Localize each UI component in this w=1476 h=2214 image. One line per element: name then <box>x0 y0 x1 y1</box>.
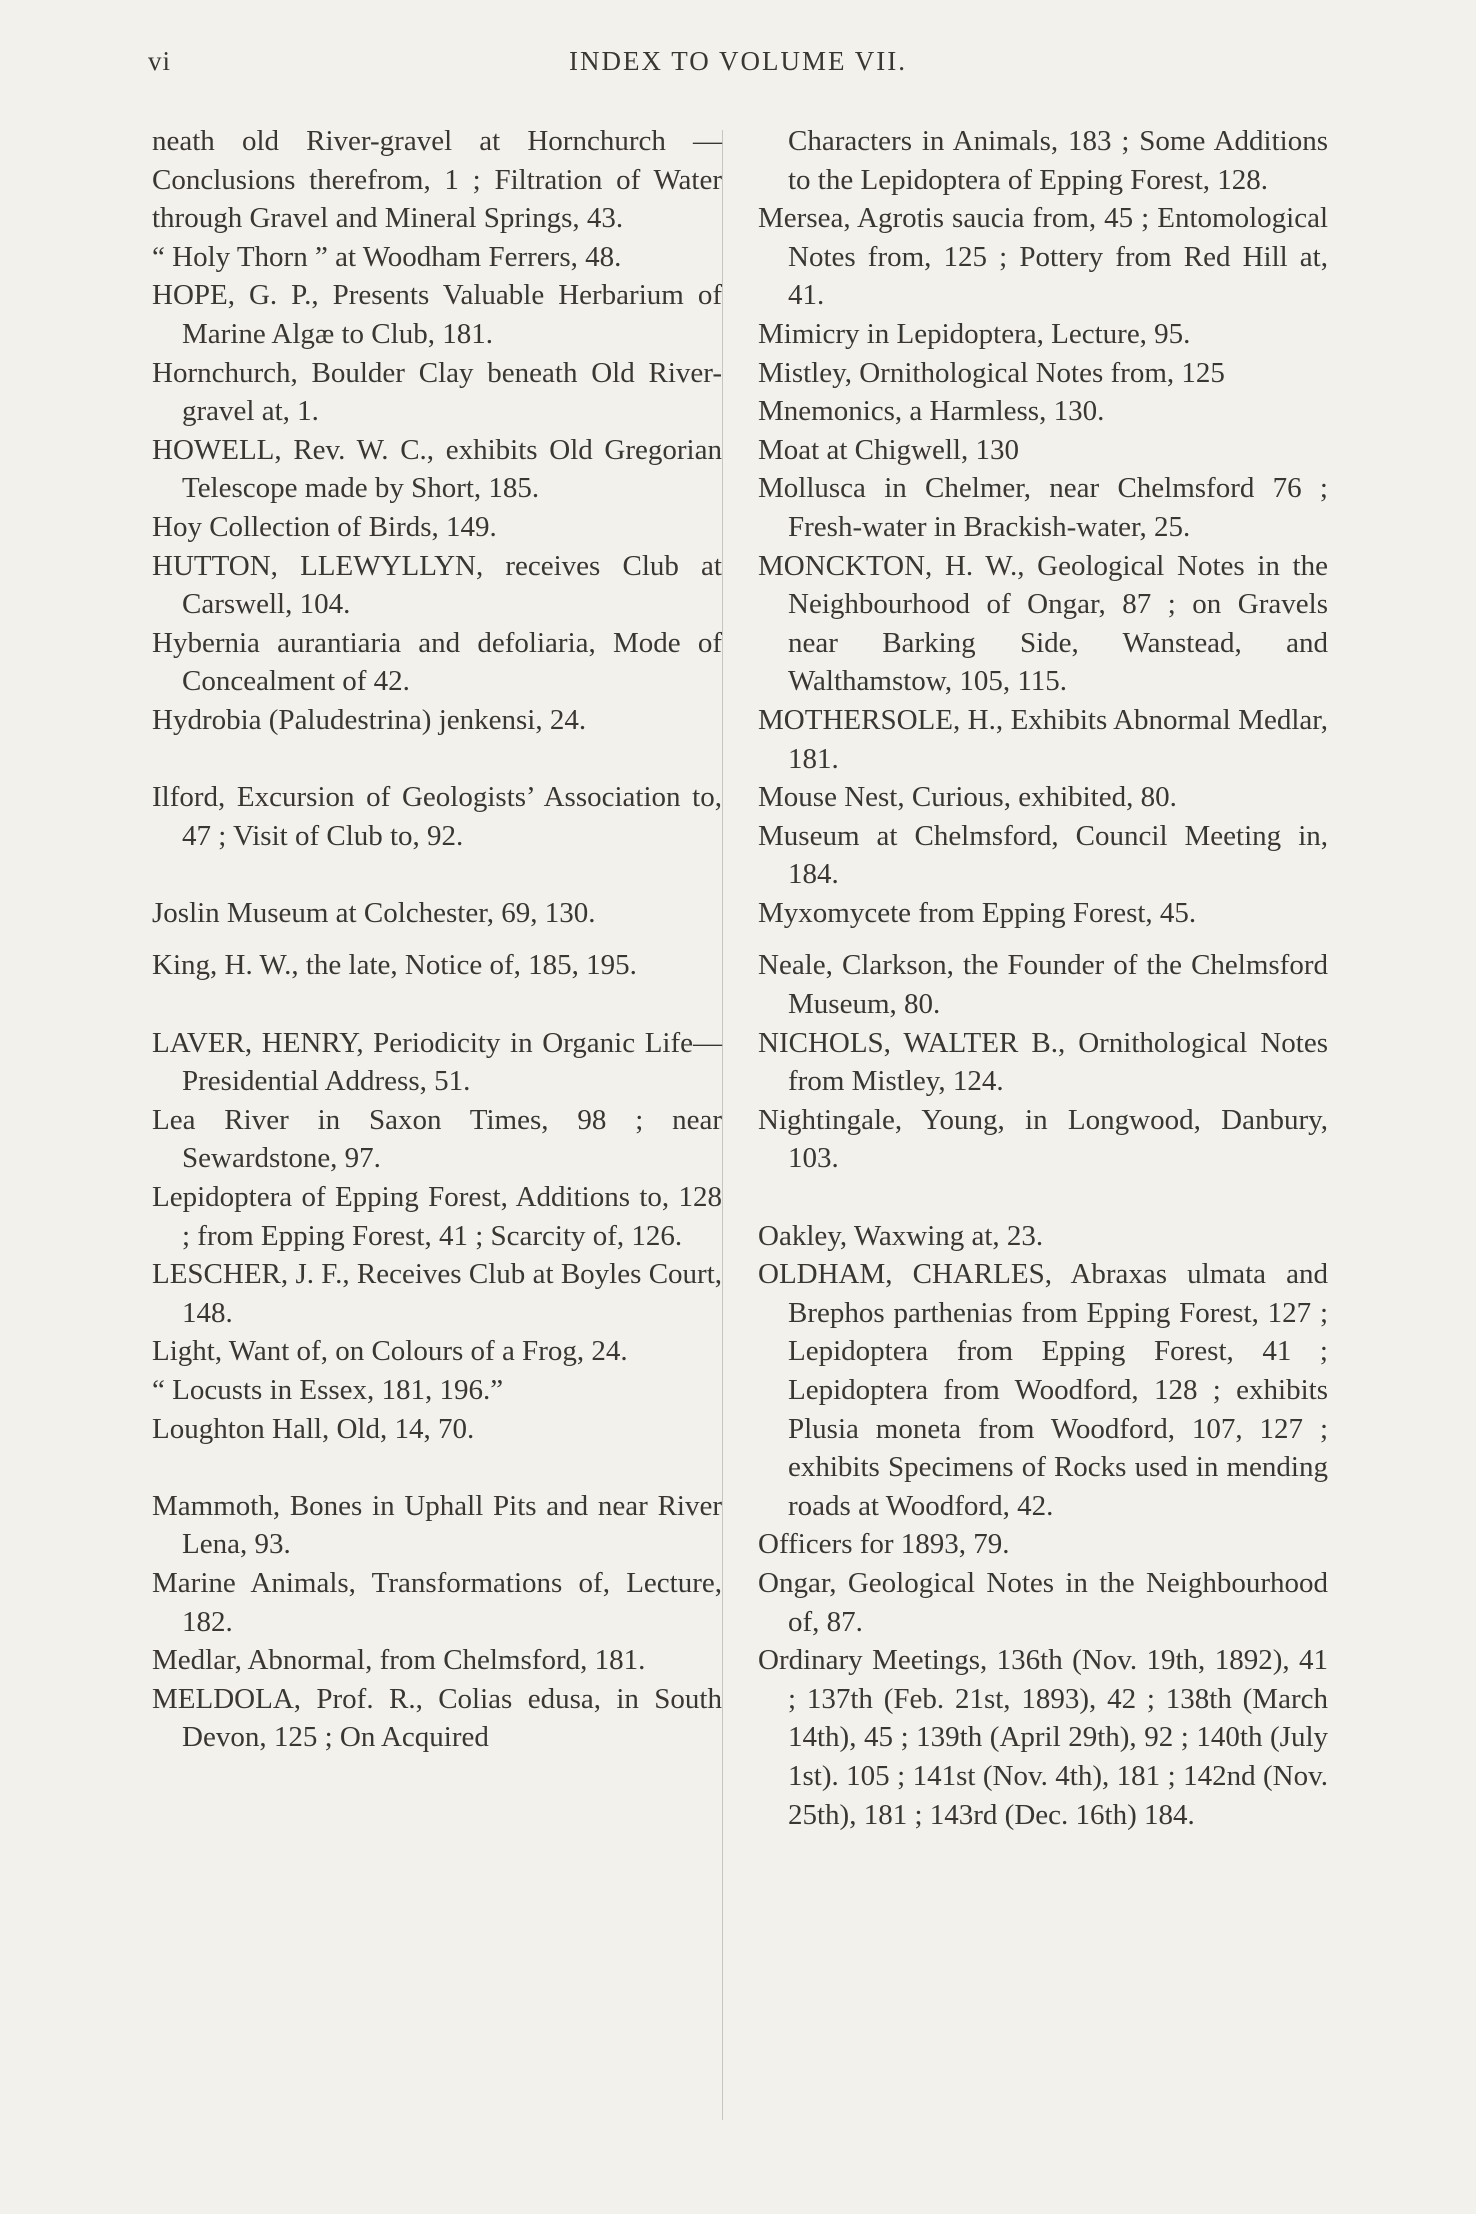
index-column-right <box>758 122 1328 1834</box>
column-divider <box>722 130 723 2120</box>
page-number: vi <box>148 46 172 76</box>
index-entry: Characters in Animals, 183 ; Some Additions to the Lepidoptera of Epping Forest, 128. <box>788 125 1328 196</box>
index-entry: Ongar, Geological Notes in the Neighbourhood of, 87. <box>758 1566 1328 1638</box>
index-entry: HOPE, G. P., Presents Valuable Herbarium of Marine Algæ to Club, 181. <box>152 279 722 350</box>
index-entry: Myxomycete from Epping Forest, 45. <box>758 896 1197 929</box>
index-entry: Mollusca in Chelmer, near Chelmsford 76 ; Fresh-water in Brackish-water, 25. <box>758 472 1328 543</box>
index-entry: Light, Want of, on Colours of a Frog, 24. <box>152 1335 628 1368</box>
index-entry: Nightingale, Young, in Longwood, Danbury, 103. <box>758 1103 1328 1175</box>
index-entry: Hornchurch, Boulder Clay beneath Old River-gravel at, 1. <box>152 356 722 428</box>
index-entry: HOWELL, Rev. W. C., exhibits Old Gregorian Telescope made by Short, 185. <box>152 433 722 505</box>
index-entry: MOTHERSOLE, H., Exhibits Abnormal Medlar, 181. <box>758 703 1328 775</box>
index-column-left <box>152 122 722 1757</box>
index-entry: OLDHAM, CHARLES, Abraxas ulmata and Brephos parthenias from Epping Forest, 127 ; Lepidoptera from Epping Forest, 41 ; Lepidoptera from Woodford, 128 ; exhibits Plusia moneta from Woodford, 107, 127 ; exhibits Specimens of Rocks used in mending roads at Woodford, 42. <box>758 1258 1328 1522</box>
index-entry: MONCKTON, H. W., Geological Notes in the Neighbourhood of Ongar, 87 ; on Gravels near Barking Side, Wanstead, and Walthamstow, 105, 115. <box>758 549 1328 698</box>
index-entry: Mistley, Ornithological Notes from, 125 <box>758 356 1225 389</box>
index-entry: Museum at Chelmsford, Council Meeting in, 184. <box>758 819 1328 891</box>
index-entry: Neale, Clarkson, the Founder of the Chelmsford Museum, 80. <box>758 949 1328 1021</box>
index-entry: Moat at Chigwell, 130 <box>758 433 1019 466</box>
index-entry: Lea River in Saxon Times, 98 ; near Sewardstone, 97. <box>152 1103 722 1175</box>
index-entry: Lepidoptera of Epping Forest, Additions to, 128 ; from Epping Forest, 41 ; Scarcity of, 126. <box>152 1181 722 1252</box>
index-entry: Hoy Collection of Birds, 149. <box>152 510 497 543</box>
page-header <box>0 46 1476 86</box>
index-entry: Joslin Museum at Colchester, 69, 130. <box>152 896 596 929</box>
index-entry: Mammoth, Bones in Uphall Pits and near River Lena, 93. <box>152 1489 722 1561</box>
index-entry: Ilford, Excursion of Geologists’ Association to, 47 ; Visit of Club to, 92. <box>152 781 722 852</box>
index-entry: Hydrobia (Paludestrina) jenkensi, 24. <box>152 703 587 736</box>
index-entry: LESCHER, J. F., Receives Club at Boyles Court, 148. <box>152 1258 722 1329</box>
index-entry: “ Locusts in Essex, 181, 196.” <box>152 1374 504 1406</box>
index-entry: Mouse Nest, Curious, exhibited, 80. <box>758 781 1177 814</box>
index-entry: NICHOLS, WALTER B., Ornithological Notes from Mistley, 124. <box>758 1026 1328 1098</box>
index-entry: Mnemonics, a Harmless, 130. <box>758 395 1105 428</box>
index-entry: Medlar, Abnormal, from Chelmsford, 181. <box>152 1644 646 1677</box>
index-entry: MELDOLA, Prof. R., Colias edusa, in South Devon, 125 ; On Acquired <box>152 1682 722 1754</box>
index-entry: King, H. W., the late, Notice of, 185, 195. <box>152 949 637 982</box>
index-entry: Ordinary Meetings, 136th (Nov. 19th, 1892), 41 ; 137th (Feb. 21st, 1893), 42 ; 138th (March 14th), 45 ; 139th (April 29th), 92 ; 140th (July 1st). 105 ; 141st (Nov. 4th), 181 ; 142nd (Nov. 25th), 181 ; 143rd (Dec. 16th) 184. <box>758 1644 1328 1831</box>
running-title: INDEX TO VOLUME VII. <box>569 46 907 76</box>
index-entry: Marine Animals, Transformations of, Lecture, 182. <box>152 1566 722 1638</box>
index-entry: Officers for 1893, 79. <box>758 1528 1010 1561</box>
index-entry: Oakley, Waxwing at, 23. <box>758 1219 1044 1252</box>
index-entry: Hybernia aurantiaria and defoliaria, Mode of Concealment of 42. <box>152 626 722 698</box>
index-entry: Loughton Hall, Old, 14, 70. <box>152 1412 475 1445</box>
index-entry: Mimicry in Lepidoptera, Lecture, 95. <box>758 317 1191 350</box>
index-entry: LAVER, HENRY, Periodicity in Organic Life—Presidential Address, 51. <box>152 1026 722 1098</box>
index-entry: Mersea, Agrotis saucia from, 45 ; Entomological Notes from, 125 ; Pottery from Red Hill at, 41. <box>758 202 1328 312</box>
index-entry: HUTTON, LLEWYLLYN, receives Club at Carswell, 104. <box>152 549 722 621</box>
index-entry: “ Holy Thorn ” at Woodham Ferrers, 48. <box>152 240 622 273</box>
index-entry: neath old River-gravel at Hornchurch — Conclusions therefrom, 1 ; Filtration of Water through Gravel and Mineral Springs, 43. <box>152 125 722 235</box>
